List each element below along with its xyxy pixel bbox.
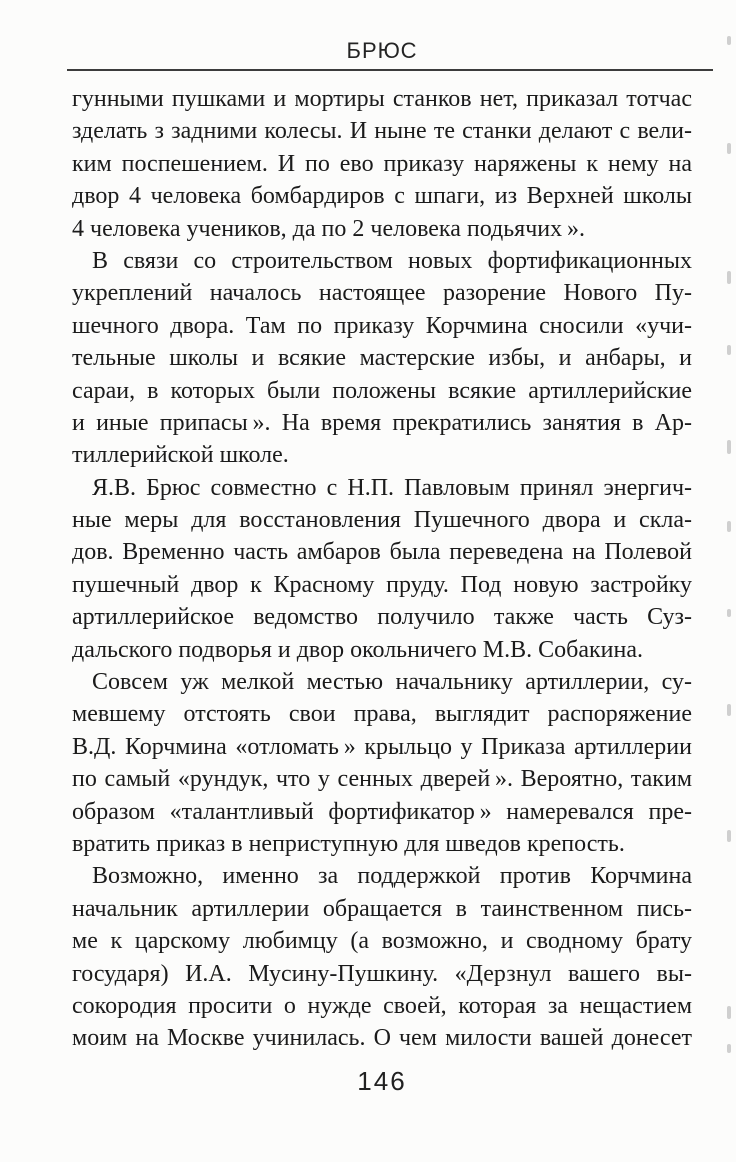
text-line: тиллерийской школе. [72, 442, 289, 469]
text-line: артиллерийское ведомство получило также часть Суз- [72, 604, 692, 631]
text-line: и иные припасы ». На время прекратились занятия в Ар- [72, 409, 692, 436]
text-line: зделать з задними колесы. И ныне те станки делают с вели- [72, 118, 692, 145]
page-title: БРЮС [346, 38, 418, 63]
text-line: по самый «рундук, что у сенных дверей ». Вероятно, таким [72, 766, 692, 793]
text-line: укреплений началось настоящее разорение Нового Пу- [72, 280, 692, 307]
paragraph [72, 860, 692, 1054]
scan-edge-mark [727, 1044, 731, 1053]
scan-edge-mark [727, 143, 731, 154]
text-line: тельные школы и всякие мастерские избы, и анбары, и [72, 345, 692, 372]
paragraph [72, 245, 692, 472]
text-line: государя) И.А. Мусину-Пушкину. «Дерзнул вашего вы- [72, 960, 692, 987]
scan-edge-mark [727, 440, 731, 454]
text-line: дов. Временно часть амбаров была переведена на Полевой [72, 539, 692, 566]
text-line: ме к царскому любимцу (а возможно, и сводному брату [72, 928, 692, 955]
paragraph [72, 472, 692, 666]
scan-edge-mark [727, 521, 731, 532]
scan-edge-mark [727, 704, 731, 716]
running-header [72, 40, 692, 62]
header-rule-divider [67, 69, 713, 71]
text-line: Совсем уж мелкой местью начальнику артиллерии, су- [92, 669, 692, 696]
scan-edge-mark [727, 271, 731, 284]
text-line: сараи, в которых были положены всякие артиллерийские [72, 377, 692, 404]
text-line: ные меры для восстановления Пушечного двора и скла- [72, 507, 692, 534]
scan-edge-mark [727, 1006, 731, 1019]
scan-edge-mark [727, 830, 731, 842]
page-body-text [72, 83, 692, 1055]
text-line: образом «талантливый фортификатор » намеревался пре- [72, 798, 692, 825]
text-line: В.Д. Корчмина «отломать » крыльцо у Приказа артиллерии [72, 733, 692, 760]
text-line: 4 человека учеников, да по 2 человека подьячих ». [72, 215, 585, 242]
text-line: ким поспешением. И по ево приказу наряжены к нему на [72, 150, 692, 177]
text-line: гунными пушками и мортиры станков нет, приказал тотчас [72, 86, 692, 112]
paragraph [72, 83, 692, 245]
scan-edge-mark [727, 36, 731, 45]
text-line: Возможно, именно за поддержкой против Корчмина [92, 863, 692, 890]
text-line: моим на Москве учинилась. О чем милости вашей донесет [72, 1025, 692, 1052]
text-line: вратить приказ в неприступную для шведов крепость. [72, 830, 625, 857]
text-line: пушечный двор к Красному пруду. Под новую застройку [72, 571, 692, 598]
text-line: В связи со строительством новых фортификационных [92, 247, 692, 274]
paragraph [72, 666, 692, 860]
text-line: сокородия просити о нужде своей, которая за нещастием [72, 992, 692, 1019]
page-number: 146 [357, 1066, 407, 1096]
scan-edge-mark [727, 345, 731, 355]
scan-edge-mark [727, 609, 731, 617]
text-line: Я.В. Брюс совместно с Н.П. Павловым принял энергич- [92, 474, 692, 501]
text-line: дальского подворья и двор окольничего М.В. Собакина. [72, 636, 643, 663]
text-line: начальник артиллерии обращается в таинственном пись- [72, 895, 692, 922]
text-line: двор 4 человека бомбардиров с шпаги, из Верхней школы [72, 183, 692, 210]
text-line: шечного двора. Там по приказу Корчмина сносили «учи- [72, 312, 692, 339]
text-line: мевшему отстоять свои права, выглядит распоряжение [72, 701, 692, 728]
